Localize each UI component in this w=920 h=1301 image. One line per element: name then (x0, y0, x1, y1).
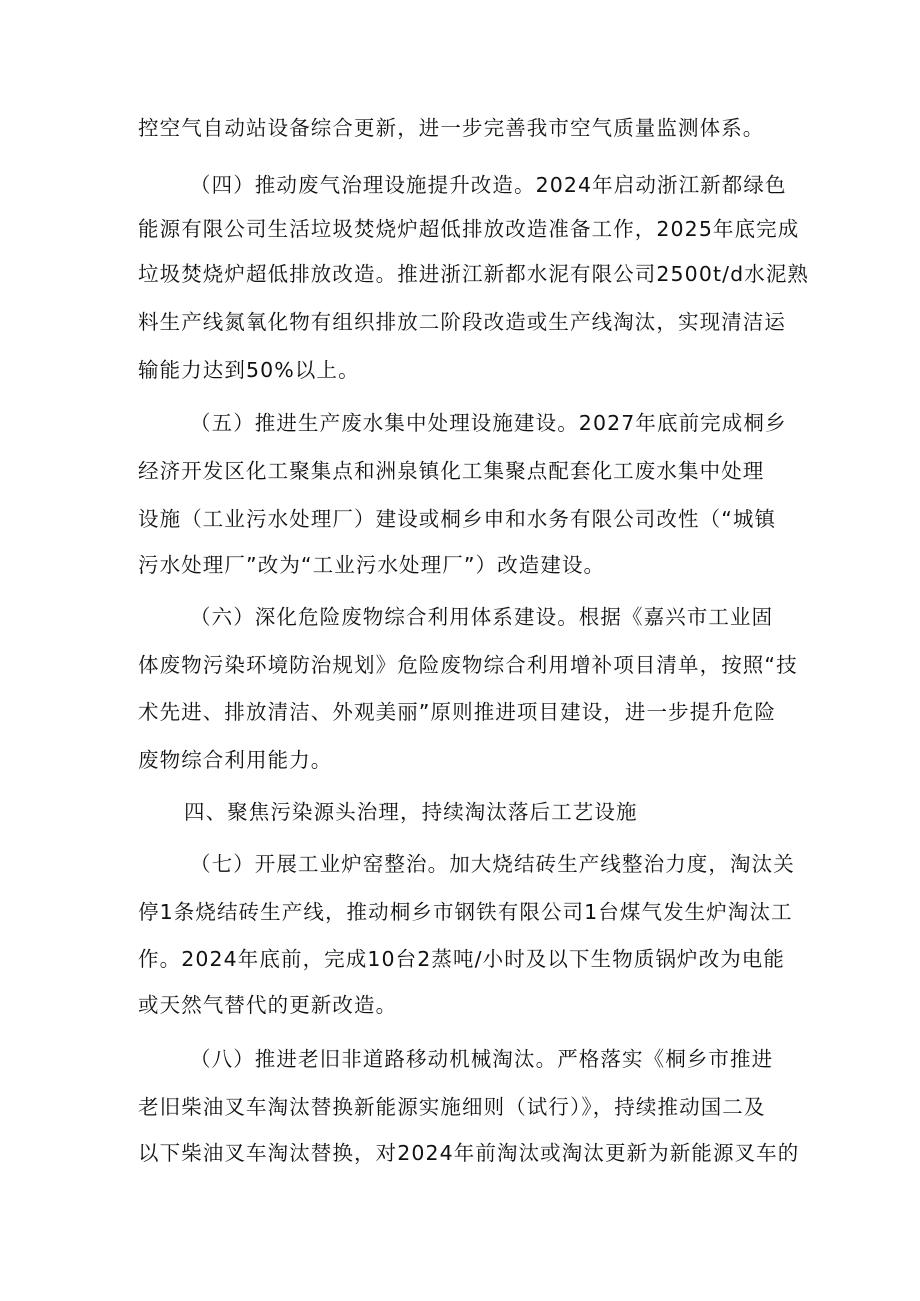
text-line: 老旧柴油叉车淘汰替换新能源实施细则（试行）》，持续推动国二及 (138, 1095, 766, 1119)
section-heading: 四、聚焦污染源头治理，持续淘汰落后工艺设施 (184, 800, 638, 824)
text-line: 料生产线氮氧化物有组织排放二阶段改造或生产线淘汰，实现清洁运 (138, 310, 786, 334)
paragraph-6-heading-line: （六）深化危险废物综合利用体系建设。根据《嘉兴市工业固 (190, 605, 774, 629)
text-line: 输能力达到50%以上。 (138, 358, 360, 382)
text-line: 停1条烧结砖生产线，推动桐乡市钢铁有限公司1台煤气发生炉淘汰工 (138, 900, 793, 924)
text-line: 作。2024年底前，完成10台2蒸吨/小时及以下生物质锅炉改为电能 (138, 947, 786, 971)
text-line: 或天然气替代的更新改造。 (138, 993, 398, 1017)
paragraph-7-heading-line: （七）开展工业炉窑整治。加大烧结砖生产线整治力度，淘汰关 (190, 852, 795, 876)
text-line: 设施（工业污水处理厂）建设或桐乡申和水务有限公司改性（“城镇 (138, 507, 777, 531)
text-line: 术先进、排放清洁、外观美丽”原则推进项目建设，进一步提升危险 (138, 700, 777, 724)
text-line: 以下柴油叉车淘汰替换，对2024年前淘汰或淘汰更新为新能源叉车的 (138, 1141, 800, 1165)
text-line: 污水处理厂”改为“工业污水处理厂”）改造建设。 (138, 553, 606, 577)
text-line: 控空气自动站设备综合更新，进一步完善我市空气质量监测体系。 (138, 116, 765, 140)
text-line: 体废物污染环境防治规划》危险废物综合利用增补项目清单，按照“技 (138, 653, 798, 677)
paragraph-8-heading-line: （八）推进老旧非道路移动机械淘汰。严格落实《桐乡市推进 (190, 1047, 774, 1071)
text-line: 经济开发区化工聚集点和洲泉镇化工集聚点配套化工废水集中处理 (138, 459, 765, 483)
text-line: 废物综合利用能力。 (138, 748, 333, 772)
paragraph-5-heading-line: （五）推进生产废水集中处理设施建设。2027年底前完成桐乡 (190, 411, 787, 435)
paragraph-4-heading-line: （四）推动废气治理设施提升改造。2024年启动浙江新都绿色 (190, 173, 787, 197)
text-line: 垃圾焚烧炉超低排放改造。推进浙江新都水泥有限公司2500t/d水泥熟 (138, 262, 810, 286)
text-line: 能源有限公司生活垃圾焚烧炉超低排放改造准备工作，2025年底完成 (138, 217, 800, 241)
